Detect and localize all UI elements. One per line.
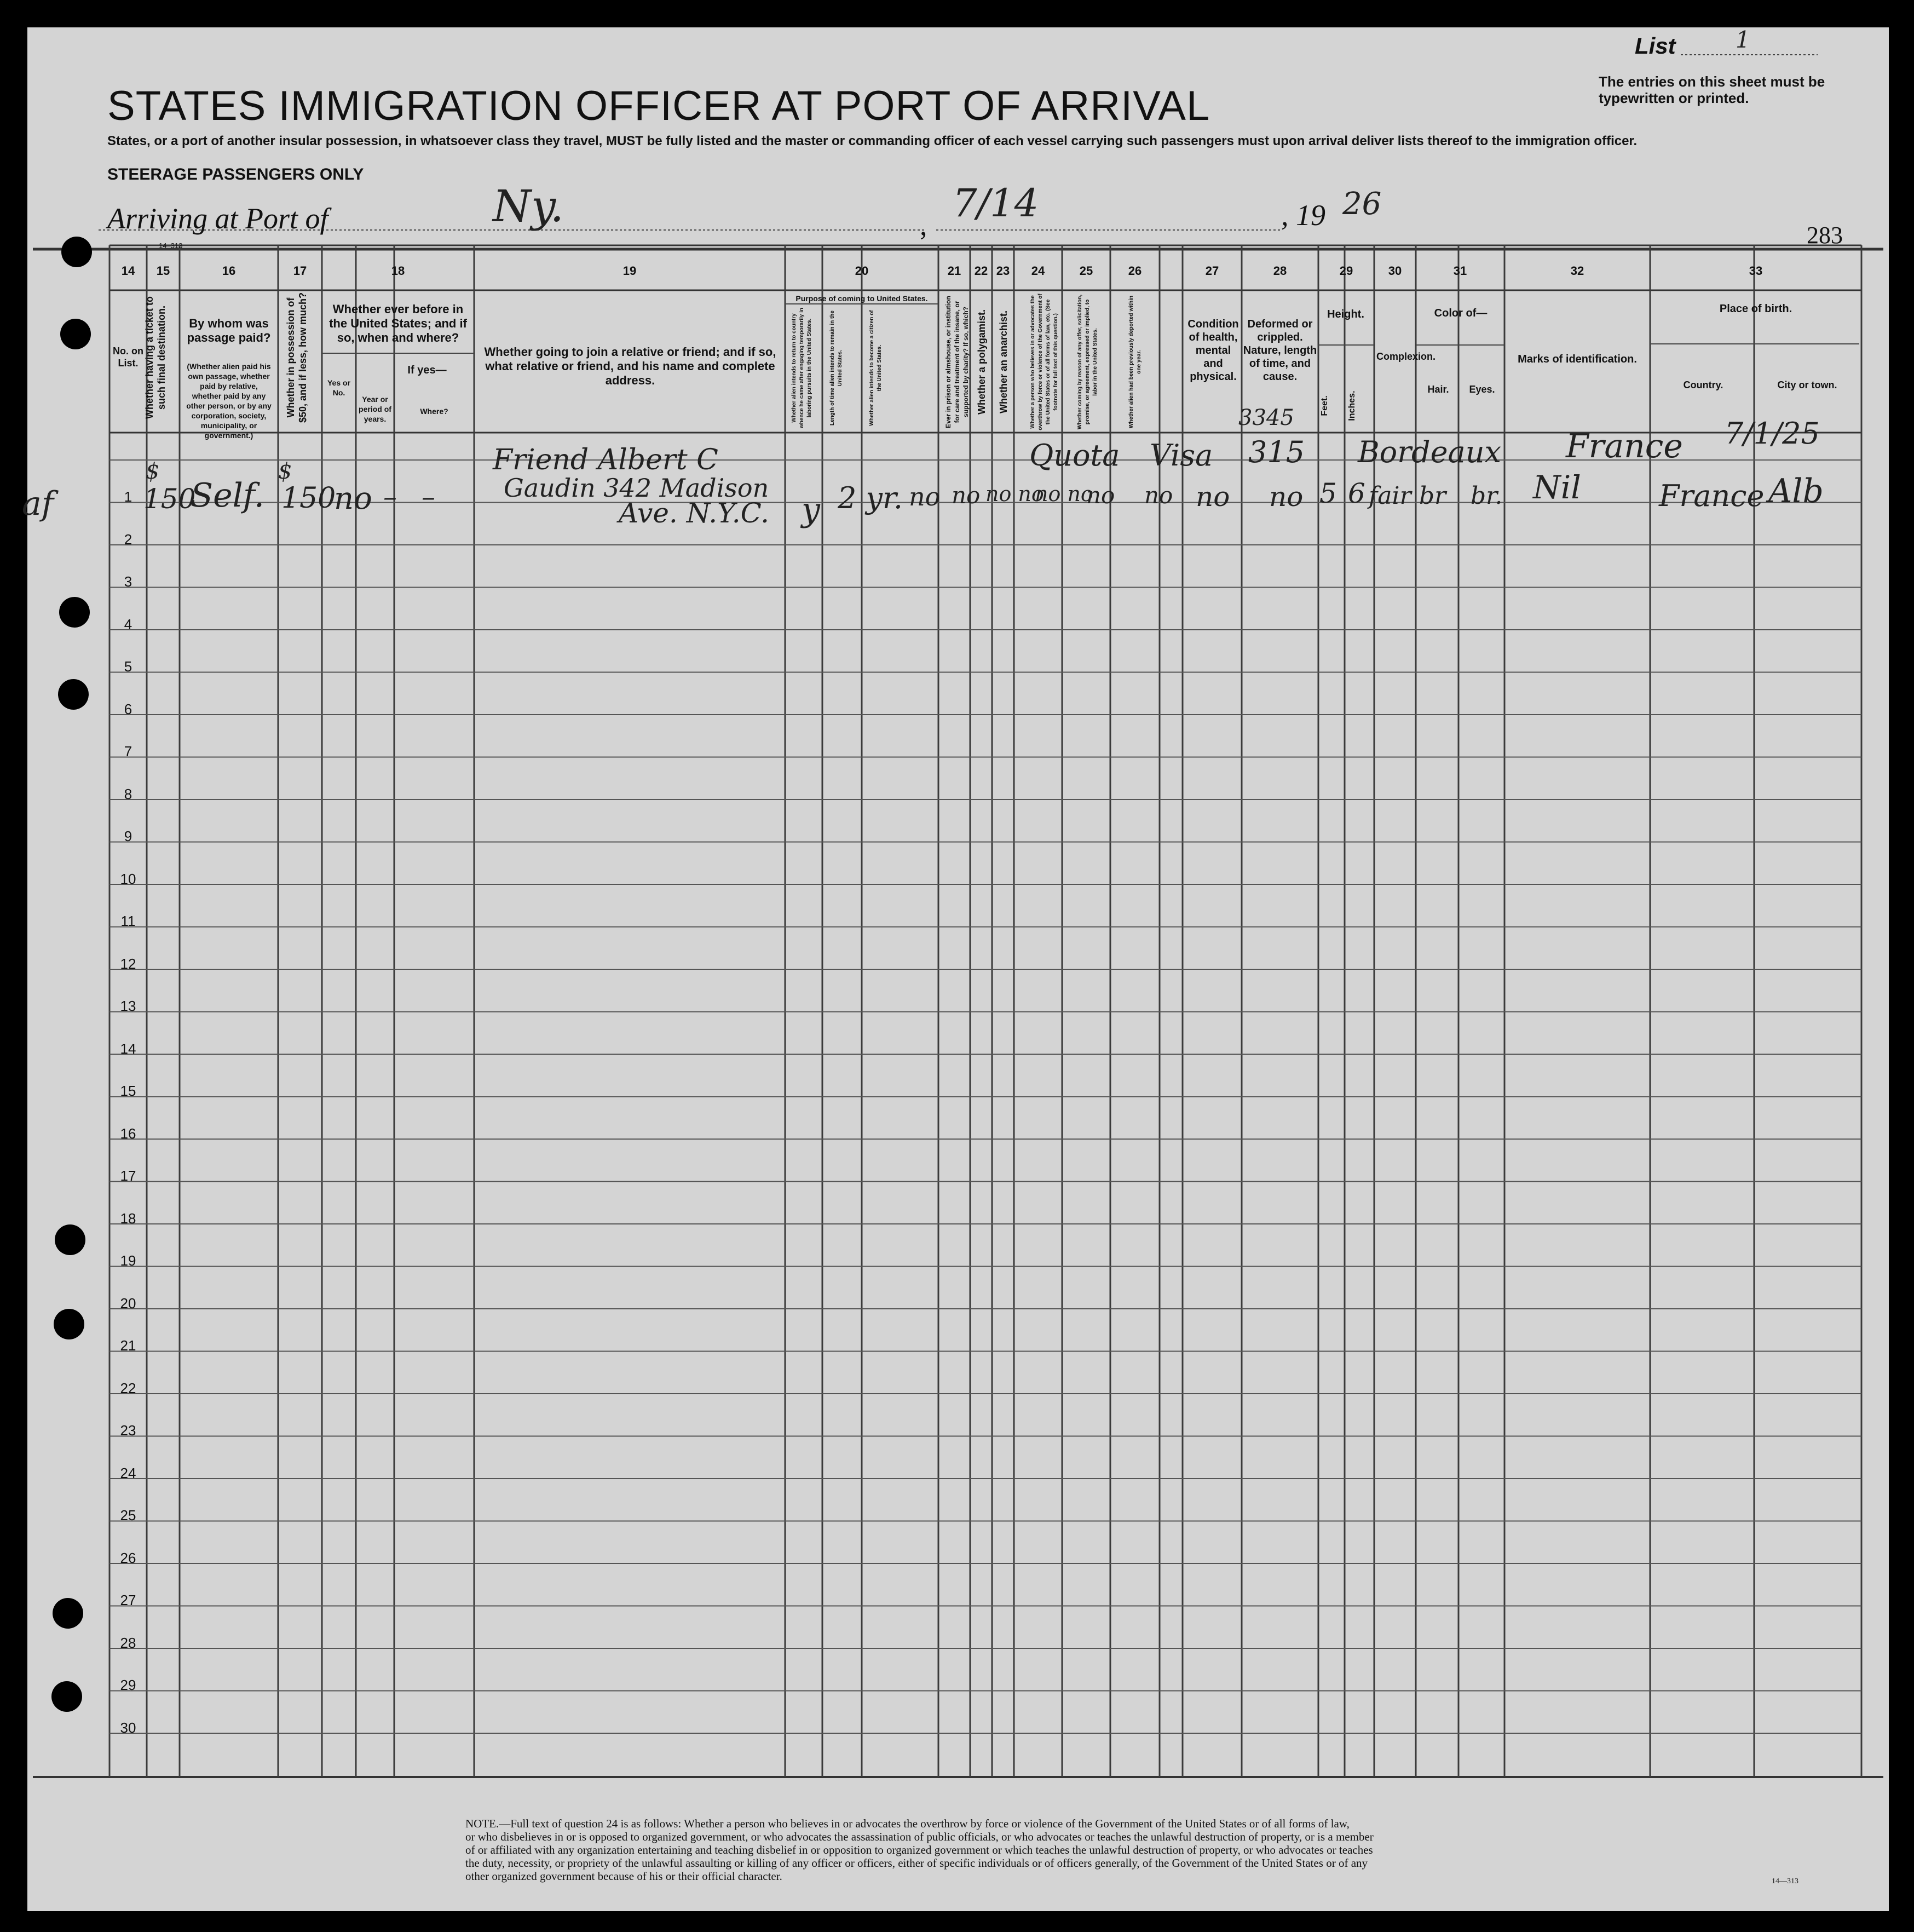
column-number: 20 xyxy=(855,264,869,278)
where-dash: – xyxy=(422,481,435,513)
column-header-label: Marks of identification. xyxy=(1518,353,1637,365)
column-header-label: Eyes. xyxy=(1469,384,1495,395)
column-header-label: Height. xyxy=(1327,308,1364,320)
year-suffix: 26 xyxy=(1342,186,1382,222)
money-mark: $ xyxy=(278,459,292,484)
row-number: 17 xyxy=(120,1168,136,1184)
punch-hole xyxy=(61,237,92,267)
column-header-label: Whether an anarchist. xyxy=(998,310,1009,414)
column-number: 14 xyxy=(121,264,135,278)
column-number: 30 xyxy=(1388,264,1402,278)
column-header-label: Country. xyxy=(1683,380,1723,390)
join-line-3: Ave. N.Y.C. xyxy=(619,497,769,529)
row-number: 1 xyxy=(124,488,132,505)
column-number: 23 xyxy=(996,264,1010,278)
footnote-line: or who disbelieves in or is opposed to organized government, or who advocates the assassination of public officials, or who advocates or teaches the unlawful destruction of property, or is a member xyxy=(465,1830,1374,1843)
form-code: 14–313 xyxy=(159,242,183,250)
column-header-label: Hair. xyxy=(1427,384,1449,395)
column-header-label: If yes— xyxy=(407,364,447,376)
column-header-label: No. on List. xyxy=(113,346,143,369)
column-number: 19 xyxy=(622,264,637,278)
join-line-1: Friend Albert C xyxy=(493,444,718,476)
eyes-value: br. xyxy=(1471,482,1503,510)
become-citizen: no xyxy=(909,482,941,511)
row-number: 19 xyxy=(120,1252,136,1269)
column-header-label: Whether alien had been previously deported within one year. xyxy=(1128,295,1142,429)
column-header-label: Condition of health, mental and physical. xyxy=(1187,318,1239,383)
row-number: 29 xyxy=(120,1677,136,1693)
birth-city: Alb xyxy=(1768,472,1824,510)
row-number: 18 xyxy=(120,1210,136,1227)
column-header-label: (Whether alien paid his own passage, whether paid by relative, whether paid by any other person, or by any corporation, society, municipality, or government.) xyxy=(186,362,272,440)
column-header-label: By whom was passage paid? xyxy=(187,317,271,344)
hair-value: br xyxy=(1419,482,1446,510)
q25-value: no xyxy=(1144,482,1173,509)
column-header-label: Feet. xyxy=(1320,395,1329,416)
year-prefix: , 19 xyxy=(1281,199,1325,232)
length-stay: 2 yr. xyxy=(838,481,903,515)
prison-value: no xyxy=(952,482,981,509)
row-number: 14 xyxy=(120,1040,136,1057)
margin-mark: af xyxy=(22,485,54,523)
column-number: 26 xyxy=(1128,264,1142,278)
row-number: 13 xyxy=(120,998,136,1014)
column-header-label: Whether coming by reason of any offer, solicitation, promise, or agreement, expressed or implied, to labor in the United States. xyxy=(1077,294,1098,430)
column-header-label: Deformed or crippled. Nature, length of time, and cause. xyxy=(1243,318,1317,383)
row-number: 3 xyxy=(124,573,132,590)
column-number: 15 xyxy=(156,264,170,278)
row-number: 15 xyxy=(120,1083,136,1099)
visa-date: 7/1/25 xyxy=(1725,416,1820,451)
row-number: 12 xyxy=(120,955,136,972)
paid-by-value: Self. xyxy=(191,476,264,515)
column-header-label: Complexion. xyxy=(1376,351,1436,362)
quota-note: Quota xyxy=(1029,438,1120,473)
sheet-number: 283 xyxy=(1807,222,1843,249)
row-number: 6 xyxy=(124,700,132,717)
punch-hole xyxy=(51,1681,82,1712)
port-value: Ny. xyxy=(493,181,564,232)
column-header-label: City or town. xyxy=(1777,380,1837,390)
punch-hole xyxy=(53,1598,83,1629)
visa-number: 315 xyxy=(1248,435,1305,469)
row-number: 21 xyxy=(120,1337,136,1354)
list-number: 1 xyxy=(1736,26,1750,53)
column-number: 32 xyxy=(1570,264,1584,278)
arriving-label: Arriving at Port of xyxy=(107,202,328,235)
comma-separator: , xyxy=(920,209,927,242)
visa-country: France xyxy=(1566,427,1683,465)
punch-hole xyxy=(54,1309,84,1339)
q24-value: no xyxy=(1086,482,1115,509)
deported-value: no xyxy=(1196,481,1230,513)
column-number: 22 xyxy=(974,264,988,278)
row-number: 8 xyxy=(124,785,132,802)
visa-note: Visa xyxy=(1150,438,1213,473)
arrival-date: 7/14 xyxy=(953,181,1039,226)
row-number: 2 xyxy=(124,531,132,548)
birth-country: France xyxy=(1659,479,1765,513)
column-number: 28 xyxy=(1273,264,1287,278)
column-number: 29 xyxy=(1339,264,1353,278)
column-header-label: Yes or No. xyxy=(327,378,351,397)
row-number: 27 xyxy=(120,1592,136,1608)
row-number: 9 xyxy=(124,828,132,844)
row-number: 4 xyxy=(124,616,132,633)
column-number: 18 xyxy=(391,264,405,278)
row-number: 5 xyxy=(124,658,132,675)
column-number: 27 xyxy=(1205,264,1219,278)
footnote-line: the duty, necessity, or propriety of the unlawful assaulting or killing of any officer or officers, either of specific individuals or of officers generally, of the Government of the United States or of any xyxy=(465,1856,1368,1870)
row-number: 23 xyxy=(120,1422,136,1439)
column-header-label: Whether a polygamist. xyxy=(976,309,987,415)
column-number: 31 xyxy=(1453,264,1467,278)
column-header-label: Color of— xyxy=(1434,307,1488,319)
form-subtitle: States, or a port of another insular possession, in whatsoever class they travel, MUST be fully listed and the master or commanding officer of each vessel carrying such passengers must upon arrival deliver lists thereof to the immigration officer. xyxy=(107,134,1638,148)
height-inches: 6 xyxy=(1348,478,1365,509)
year-dash: – xyxy=(383,481,397,513)
intends-return: y xyxy=(802,491,820,529)
column-number: 33 xyxy=(1749,264,1763,278)
column-header-label: Whether in possession of $50, and if less, how much? xyxy=(285,292,308,423)
punch-hole xyxy=(55,1224,85,1255)
punch-hole xyxy=(58,679,89,710)
row-number: 30 xyxy=(120,1719,136,1736)
column-header-label: Where? xyxy=(420,407,448,416)
money-value: 150 xyxy=(281,482,336,515)
steerage-label: STEERAGE PASSENGERS ONLY xyxy=(107,165,364,183)
punch-hole xyxy=(60,319,91,349)
row-number: 11 xyxy=(120,913,136,929)
instructions-note: The entries on this sheet must be typewritten or printed. xyxy=(1599,73,1825,106)
row-number: 25 xyxy=(120,1507,136,1523)
footnote xyxy=(465,1817,1834,1883)
row-number: 26 xyxy=(120,1549,136,1566)
column-header-label: Ever in prison or almshouse, or institution for care and treatment of the insane, or supported by charity? If so, which? xyxy=(944,296,970,428)
visa-place: Bordeaux xyxy=(1358,435,1501,469)
health-value: no xyxy=(1269,481,1304,513)
footnote-line: other organized government because of his or their official character. xyxy=(465,1870,782,1883)
row-number: 16 xyxy=(120,1125,136,1142)
column-header-label: Purpose of coming to United States. xyxy=(795,294,928,303)
column-header-label: Whether alien intends to return to country whence he came after engaging temporarily in laboring pursuits in the United States. xyxy=(791,307,812,429)
row-number: 7 xyxy=(124,743,132,760)
polygamist-value: no no xyxy=(985,482,1044,506)
deformed-note: 3345 xyxy=(1238,405,1294,430)
column-header-label: Place of birth. xyxy=(1719,303,1792,315)
row-number: 10 xyxy=(120,870,136,887)
footnote-line: NOTE.—Full text of question 24 is as follows: Whether a person who believes in or advocates the overthrow by force or violence of the Government of the United States or of all forms of law, xyxy=(465,1817,1350,1830)
ticket-value: 150 xyxy=(143,483,196,515)
column-header-label: Whether ever before in the United States; and if so, when and where? xyxy=(329,302,467,344)
anarchist-value: no no xyxy=(1035,482,1093,506)
before-us-value: no xyxy=(334,481,372,516)
column-header-label: Length of time alien intends to remain in the United States. xyxy=(829,311,843,426)
column-number: 25 xyxy=(1079,264,1093,278)
complexion-value: fair xyxy=(1369,482,1411,510)
form-title: STATES IMMIGRATION OFFICER AT PORT OF ARRIVAL xyxy=(107,83,1210,129)
column-header-label: Whether a person who believes in or advocates the overthrow by force or violence of the Government of the United States or of all forms of law, etc. (See footnote for full text of this question.) xyxy=(1030,294,1059,430)
column-header-label: Inches. xyxy=(1347,390,1357,421)
row-number: 20 xyxy=(120,1295,136,1312)
column-number: 17 xyxy=(293,264,307,278)
join-line-2: Gaudin 342 Madison xyxy=(504,473,769,503)
list-label: List xyxy=(1635,33,1676,59)
row-number: 22 xyxy=(120,1379,136,1396)
column-number: 21 xyxy=(947,264,961,278)
punch-hole xyxy=(59,597,90,628)
footnote-code: 14—313 xyxy=(1772,1877,1798,1885)
column-header-label: Whether having a ticket to such final destination. xyxy=(144,296,167,419)
ticket-mark: $ xyxy=(146,459,160,484)
row-number: 24 xyxy=(120,1464,136,1481)
column-number: 16 xyxy=(222,264,236,278)
marks-value: Nil xyxy=(1533,469,1581,506)
height-feet: 5 xyxy=(1319,478,1337,509)
column-header-label: Whether alien intends to become a citizen of the United States. xyxy=(869,310,883,426)
column-header-label: Year or period of years. xyxy=(359,395,391,423)
footnote-line: of or affiliated with any organization entertaining and teaching disbelief in or opposition to organized government or which teaches the unlawful destruction of property, or who advocates or teaches xyxy=(465,1843,1373,1856)
column-number: 24 xyxy=(1031,264,1045,278)
row-number: 28 xyxy=(120,1634,136,1651)
column-header-label: Whether going to join a relative or friend; and if so, what relative or friend, and his name and complete address. xyxy=(484,345,776,387)
